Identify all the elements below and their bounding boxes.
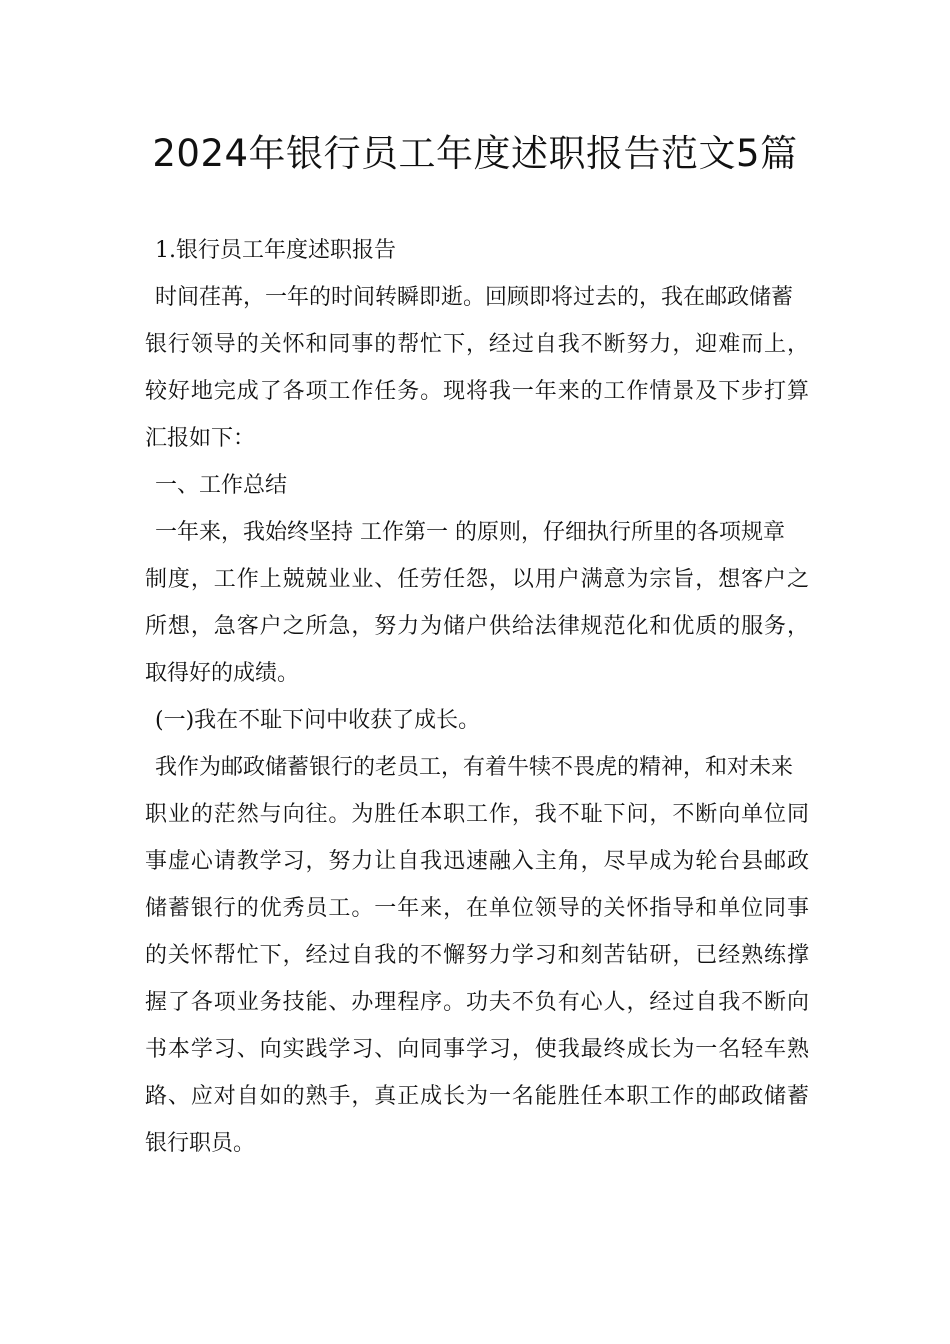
paragraph-line: 所想，急客户之所急，努力为储户供给法律规范化和优质的服务， [145, 614, 809, 639]
paragraph-line: 的关怀帮忙下，经过自我的不懈努力学习和刻苦钻研，已经熟练撑 [145, 943, 809, 968]
paragraph-line: 路、应对自如的熟手，真正成长为一名能胜任本职工作的邮政储蓄 [145, 1084, 809, 1109]
paragraph-line: 银行领导的关怀和同事的帮忙下，经过自我不断努力，迎难而上， [145, 332, 809, 357]
paragraph-line: 书本学习、向实践学习、向同事学习，使我最终成长为一名轻车熟 [145, 1037, 809, 1062]
document-body [145, 227, 809, 1167]
section-heading: 1.银行员工年度述职报告 [155, 238, 396, 263]
paragraph-line: 握了各项业务技能、办理程序。功夫不负有心人，经过自我不断向 [145, 990, 809, 1015]
paragraph-line: 职业的茫然与向往。为胜任本职工作，我不耻下问，不断向单位同 [145, 802, 809, 827]
paragraph-line: 制度，工作上兢兢业业、任劳任怨，以用户满意为宗旨，想客户之 [145, 567, 809, 592]
paragraph-line: 较好地完成了各项工作任务。现将我一年来的工作情景及下步打算 [145, 379, 809, 404]
subsection-heading: 一、工作总结 [155, 473, 288, 498]
document-title: 2024年银行员工年度述职报告范文5篇 [152, 132, 798, 175]
paragraph-line: 银行职员。 [145, 1131, 256, 1156]
paragraph-line: 一年来，我始终坚持 工作第一 的原则，仔细执行所里的各项规章 [155, 520, 785, 545]
paragraph-line: 取得好的成绩。 [145, 661, 300, 686]
paragraph-line: 事虚心请教学习，努力让自我迅速融入主角，尽早成为轮台县邮政 [145, 849, 809, 874]
paragraph-line: 储蓄银行的优秀员工。一年来，在单位领导的关怀指导和单位同事 [145, 896, 809, 921]
subsection-heading: (一)我在不耻下问中收获了成长。 [155, 708, 481, 733]
paragraph-line: 汇报如下： [145, 426, 256, 451]
paragraph-line: 我作为邮政储蓄银行的老员工，有着牛犊不畏虎的精神，和对未来 [155, 755, 794, 780]
paragraph-line: 时间荏苒，一年的时间转瞬即逝。回顾即将过去的，我在邮政储蓄 [155, 285, 794, 310]
